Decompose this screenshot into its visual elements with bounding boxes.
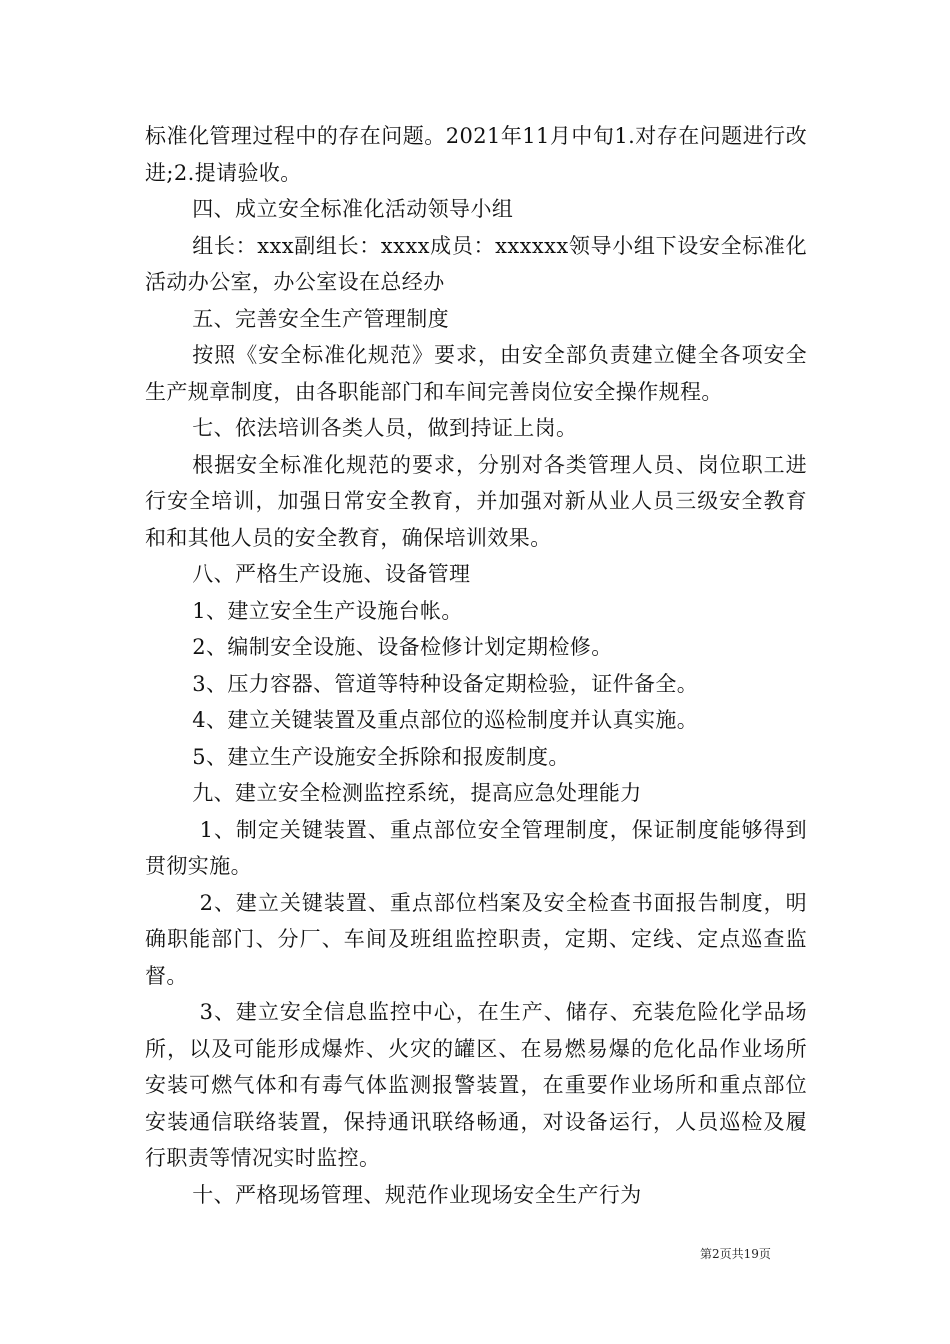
paragraph: 按照《安全标准化规范》要求，由安全部负责建立健全各项安全生产规章制度，由各职能部门和车间完善岗位安全操作规程。 <box>145 343 807 404</box>
list-item: 2、建立关键装置、重点部位档案及安全检查书面报告制度，明确职能部门、分厂、车间及班组监控职责，定期、定线、定点巡查监督。 <box>145 890 807 988</box>
document-body <box>145 118 807 1213</box>
paragraph: 标准化管理过程中的存在问题。2021年11月中旬1.对存在问题进行改进;2.提请验收。 <box>145 124 807 185</box>
list-item: 4、建立关键装置及重点部位的巡检制度并认真实施。 <box>192 708 699 732</box>
section-heading: 五、完善安全生产管理制度 <box>192 306 450 331</box>
list-item: 3、建立安全信息监控中心，在生产、储存、充装危险化学品场所，以及可能形成爆炸、火灾的罐区、在易燃易爆的危化品作业场所安装可燃气体和有毒气体监测报警装置，在重要作业场所和重点部位安装通信联络装置，保持通讯联络畅通，对设备运行，人员巡检及履行职责等情况实时监控。 <box>145 1000 807 1170</box>
page-number: 第2页共19页 <box>700 1247 771 1261</box>
list-item: 3、压力容器、管道等特种设备定期检验，证件备全。 <box>192 671 699 696</box>
section-heading: 九、建立安全检测监控系统，提高应急处理能力 <box>192 781 642 805</box>
paragraph: 组长：xxx副组长：xxxx成员：xxxxxx领导小组下设安全标准化活动办公室，办公室设在总经办 <box>145 233 807 294</box>
section-heading: 七、依法培训各类人员，做到持证上岗。 <box>192 416 578 440</box>
section-heading: 十、严格现场管理、规范作业现场安全生产行为 <box>192 1182 642 1207</box>
paragraph: 根据安全标准化规范的要求，分别对各类管理人员、岗位职工进行安全培训，加强日常安全教育，并加强对新从业人员三级安全教育和和其他人员的安全教育，确保培训效果。 <box>145 452 807 550</box>
list-item: 1、制定关键装置、重点部位安全管理制度，保证制度能够得到贯彻实施。 <box>145 817 807 878</box>
section-heading: 四、成立安全标准化活动领导小组 <box>192 197 514 221</box>
section-heading: 八、严格生产设施、设备管理 <box>192 562 471 586</box>
list-item: 1、建立安全生产设施台帐。 <box>192 598 463 623</box>
list-item: 2、编制安全设施、设备检修计划定期检修。 <box>192 635 613 659</box>
list-item: 5、建立生产设施安全拆除和报废制度。 <box>192 744 570 769</box>
